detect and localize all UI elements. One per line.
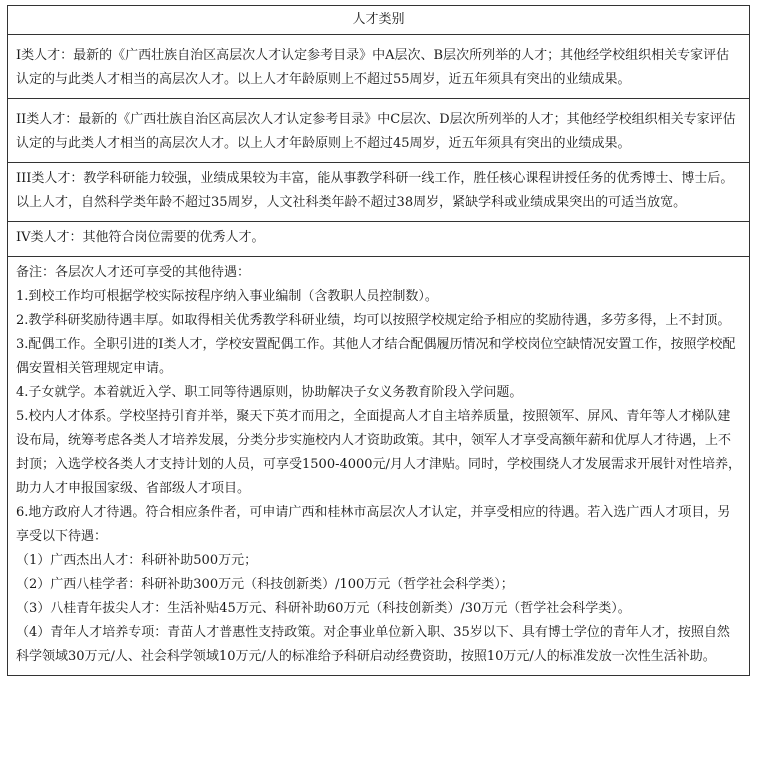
category-cell-2: II类人才：最新的《广西壮族自治区高层次人才认定参考目录》中C层次、D层次所列举的人才；其他经学校组织相关专家评估认定的与此类人才相当的高层次人才。以上人才年龄原则上不超过45周岁，近五年须具有突出的业绩成果。: [8, 99, 750, 163]
table-row: [8, 35, 750, 99]
table-header-cell: 人才类别: [8, 6, 750, 35]
table-header-row: [8, 6, 750, 35]
note-subitem: （4）青年人才培养专项：青苗人才普惠性支持政策。对企事业单位新入职、35岁以下、具有博士学位的青年人才，按照自然科学领域30万元/人、社会科学领域10万元/人的标准给予科研启动经费资助，按照10万元/人的标准发放一次性生活补助。: [16, 625, 730, 664]
table-row: [8, 257, 750, 676]
note-subitem: （3）八桂青年拔尖人才：生活补贴45万元、科研补助60万元（科技创新类）/30万元（哲学社会科学类）。: [16, 601, 631, 616]
note-subitem: （2）广西八桂学者：科研补助300万元（科技创新类）/100万元（哲学社会科学类）；: [16, 577, 514, 592]
category-cell-1: I类人才：最新的《广西壮族自治区高层次人才认定参考目录》中A层次、B层次所列举的人才；其他经学校组织相关专家评估认定的与此类人才相当的高层次人才。以上人才年龄原则上不超过55周岁，近五年须具有突出的业绩成果。: [8, 35, 750, 99]
note-item: 3.配偶工作。全职引进的I类人才，学校安置配偶工作。其他人才结合配偶履历情况和学校岗位空缺情况安置工作，按照学校配偶安置相关管理规定申请。: [16, 337, 736, 376]
table-row: [8, 99, 750, 163]
note-subitem: （1）广西杰出人才：科研补助500万元；: [16, 553, 258, 568]
note-item: 4.子女就学。本着就近入学、职工同等待遇原则，协助解决子女义务教育阶段入学问题。: [16, 385, 523, 400]
note-item: 5.校内人才体系。学校坚持引育并举，聚天下英才而用之，全面提高人才自主培养质量，按照领军、屏风、青年等人才梯队建设布局，统筹考虑各类人才培养发展，分类分步实施校内人才资助政策。其中，领军人才享受高额年薪和优厚人才待遇，上不封顶；入选学校各类人才支持计划的人员，可享受1500-4000元/月人才津贴。同时，学校围绕人才发展需求开展针对性培养，助力人才申报国家级、省部级人才项目。: [16, 409, 741, 496]
talent-category-document: [7, 5, 750, 676]
note-item: 2.教学科研奖励待遇丰厚。如取得相关优秀教学科研业绩，均可以按照学校规定给予相应的奖励待遇，多劳多得，上不封顶。: [16, 313, 731, 328]
notes-cell: [8, 257, 750, 676]
table-row: [8, 163, 750, 222]
table-row: [8, 222, 750, 257]
note-item: 1.到校工作均可根据学校实际按程序纳入事业编制（含教职人员控制数）。: [16, 289, 438, 304]
note-item: 6.地方政府人才待遇。符合相应条件者，可申请广西和桂林市高层次人才认定，并享受相应的待遇。若入选广西人才项目，另享受以下待遇：: [16, 505, 731, 544]
category-cell-3: III类人才：教学科研能力较强，业绩成果较为丰富，能从事教学科研一线工作，胜任核心课程讲授任务的优秀博士、博士后。以上人才，自然科学类年龄不超过35周岁，人文社科类年龄不超过38周岁，紧缺学科或业绩成果突出的可适当放宽。: [8, 163, 750, 222]
notes-title: 备注：各层次人才还可享受的其他待遇：: [16, 265, 251, 280]
talent-category-table: [7, 5, 750, 676]
category-cell-4: IV类人才：其他符合岗位需要的优秀人才。: [8, 222, 750, 257]
